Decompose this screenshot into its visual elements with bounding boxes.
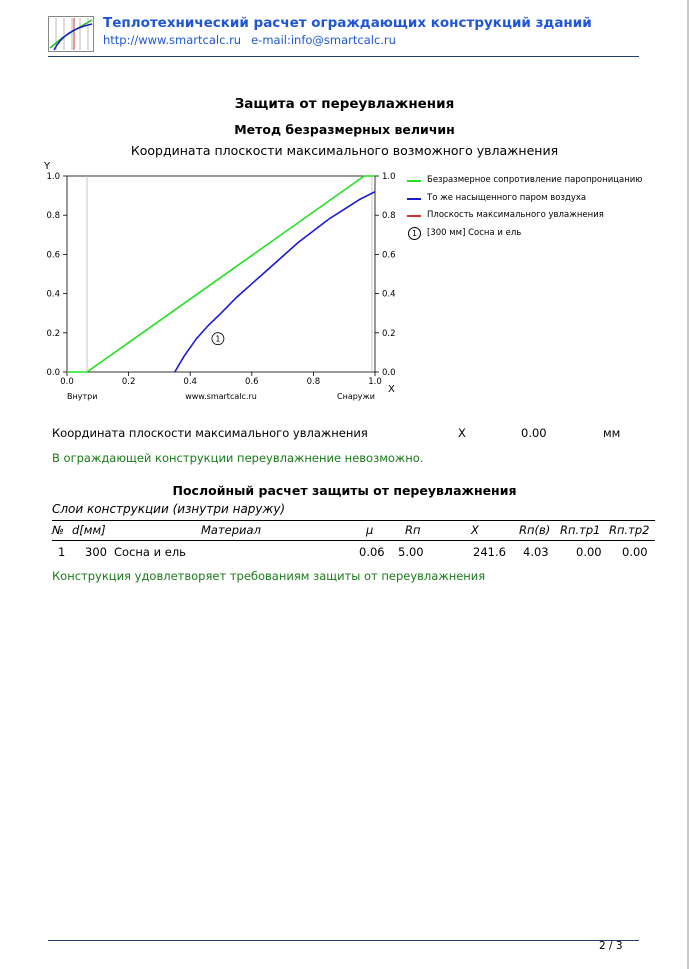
chart-title: Координата плоскости максимального возможного увлажнения — [130, 143, 559, 158]
table-header — [52, 520, 655, 541]
layers-caption: Слои конструкции (изнутри наружу) — [52, 502, 286, 516]
result-var: X — [458, 426, 466, 440]
header-contacts — [103, 33, 406, 47]
y-tick-label: 0.8 — [46, 211, 60, 222]
cell-mu: 0.06 — [359, 545, 385, 559]
cell-rptr1: 0.00 — [576, 545, 602, 559]
x-tick-label: 0.0 — [60, 377, 74, 387]
layer-section-title: Послойный расчет защиты от переувлажнения — [172, 483, 517, 498]
header-title: Теплотехнический расчет ограждающих конструкций зданий — [103, 15, 592, 31]
moisture-chart — [44, 156, 404, 401]
col-header: Rп(в) — [519, 523, 551, 537]
cell-rptr2: 0.00 — [622, 545, 648, 559]
y-tick-label: 0.4 — [46, 289, 60, 300]
header-url[interactable]: http://www.smartcalc.ru — [103, 33, 242, 47]
y-tick-label-right: 0.0 — [382, 368, 396, 378]
x-tick-label: 1.0 — [368, 377, 382, 387]
y-tick-label: 1.0 — [46, 172, 60, 182]
legend-label: Безразмерное сопротивление паропроницанию — [427, 175, 643, 185]
layer-number-badge: 1 — [408, 227, 421, 240]
legend-swatch-green — [407, 180, 421, 182]
page-number: 2 / 3 — [599, 940, 623, 952]
y-tick-label-right: 1.0 — [382, 172, 396, 182]
cell-num: 1 — [58, 545, 66, 559]
page-footer — [48, 940, 639, 941]
page-header — [48, 14, 639, 57]
x-label-outside: Снаружи — [337, 392, 375, 401]
legend-swatch-red — [407, 215, 421, 217]
cell-rp: 5.00 — [398, 545, 424, 559]
x-axis-label: X — [388, 384, 395, 395]
y-tick-label: 0.6 — [46, 250, 60, 261]
y-axis-label: Y — [44, 161, 51, 172]
x-tick-label: 0.2 — [121, 377, 136, 387]
y-tick-label: 0.0 — [46, 368, 60, 378]
x-label-inside: Внутри — [67, 392, 98, 401]
legend-label: Плоскость максимального увлажнения — [427, 210, 604, 220]
legend-label: То же насыщенного паром воздуха — [427, 192, 587, 203]
legend-swatch-blue — [407, 198, 421, 200]
annotation-label: 1 — [215, 334, 221, 344]
cell-thickness: 300 — [85, 545, 107, 559]
cell-x: 241.6 — [473, 545, 506, 559]
y-tick-label-right: 0.4 — [382, 289, 396, 300]
col-header: d[мм] — [72, 523, 106, 537]
col-header: μ — [366, 523, 374, 537]
y-tick-label-right: 0.2 — [382, 328, 396, 339]
page-title: Защита от переувлажнения — [234, 96, 455, 112]
table-row — [52, 543, 655, 561]
method-title: Метод безразмерных величин — [234, 122, 455, 137]
col-header: X — [471, 523, 479, 537]
header-email[interactable]: e-mail:info@smartcalc.ru — [251, 33, 396, 47]
result-unit: мм — [603, 426, 621, 440]
cell-material: Сосна и ель — [114, 545, 186, 559]
result-label: Координата плоскости максимального увлажнения — [52, 426, 368, 440]
x-tick-label: 0.4 — [183, 377, 197, 387]
result-value: 0.00 — [521, 426, 547, 440]
result-message: В ограждающей конструкции переувлажнение невозможно. — [52, 451, 424, 465]
col-header: Rп.тр1 — [560, 523, 601, 537]
y-tick-label-right: 0.8 — [382, 211, 396, 222]
y-tick-label: 0.2 — [46, 328, 60, 339]
col-header: Rп.тр2 — [609, 523, 650, 537]
col-header: Материал — [201, 523, 261, 537]
x-label-site: www.smartcalc.ru — [185, 392, 257, 401]
legend-layer-label: [300 мм] Сосна и ель — [427, 227, 522, 238]
col-header: Rп — [405, 523, 421, 537]
x-tick-label: 0.6 — [245, 377, 259, 387]
col-header: № — [52, 523, 64, 537]
logo-icon — [48, 16, 94, 52]
conclusion-message: Конструкция удовлетворяет требованиям защиты от переувлажнения — [52, 569, 486, 583]
y-tick-label-right: 0.6 — [382, 250, 396, 261]
x-tick-label: 0.8 — [306, 377, 321, 387]
cell-rpv: 4.03 — [523, 545, 549, 559]
